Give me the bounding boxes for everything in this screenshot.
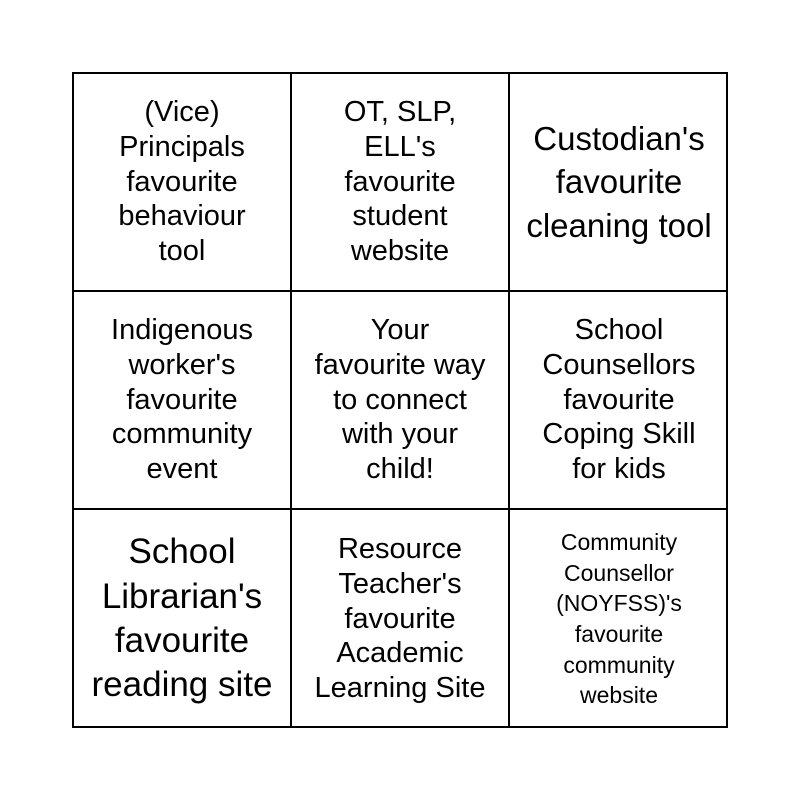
cell-text: Your favourite way to connect with your child! xyxy=(314,314,486,486)
bingo-cell-8[interactable] xyxy=(292,510,510,728)
cell-text: Custodian's favourite cleaning tool xyxy=(526,119,712,244)
bingo-cell-9[interactable] xyxy=(510,510,728,728)
cell-text: School Counsellors favourite Coping Skill for kids xyxy=(542,314,696,486)
cell-text: Community Counsellor (NOYFSS)'s favourite community website xyxy=(556,529,682,709)
bingo-cell-5[interactable] xyxy=(292,292,510,510)
bingo-cell-7[interactable] xyxy=(74,510,292,728)
bingo-cell-3[interactable] xyxy=(510,74,728,292)
bingo-cell-4[interactable] xyxy=(74,292,292,510)
bingo-cell-6[interactable] xyxy=(510,292,728,510)
cell-text: Resource Teacher's favourite Academic Learning Site xyxy=(314,533,486,705)
bingo-cell-2[interactable] xyxy=(292,74,510,292)
cell-text: (Vice) Principals favourite behaviour tool xyxy=(118,96,246,268)
cell-text: School Librarian's favourite reading site xyxy=(91,532,273,705)
bingo-board xyxy=(72,72,728,728)
bingo-cell-1[interactable] xyxy=(74,74,292,292)
cell-text: OT, SLP, ELL's favourite student website xyxy=(343,96,457,268)
cell-text: Indigenous worker's favourite community event xyxy=(111,314,253,486)
